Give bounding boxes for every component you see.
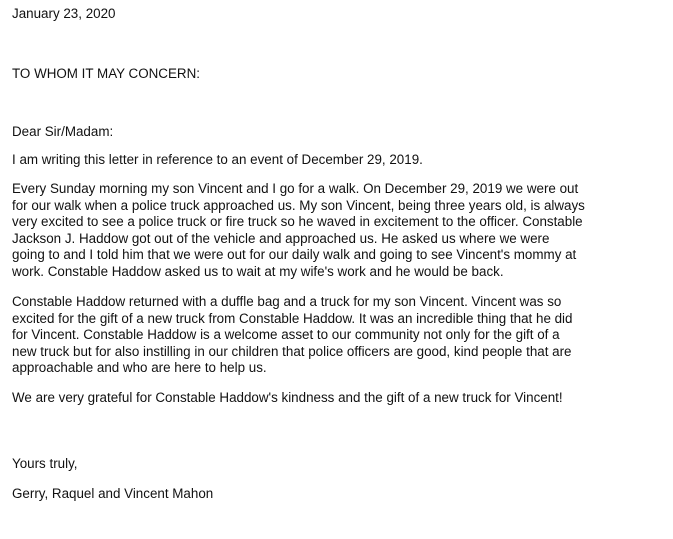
paragraph-2-line-4: Jackson J. Haddow got out of the vehicle and approached us. He asked us where we were — [12, 231, 550, 246]
paragraph-3-line-5: approachable and who are here to help us. — [12, 360, 267, 375]
paragraph-2-line-3: very excited to see a police truck or fire truck so he waved in excitement to the officer. Constable — [12, 214, 583, 229]
paragraph-2-line-1: Every Sunday morning my son Vincent and I go for a walk. On December 29, 2019 we were out — [12, 181, 579, 196]
letter-signature: Gerry, Raquel and Vincent Mahon — [12, 486, 214, 501]
paragraph-1-line-1: I am writing this letter in reference to an event of December 29, 2019. — [12, 152, 423, 167]
paragraph-4-line-1: We are very grateful for Constable Haddow's kindness and the gift of a new truck for Vincent! — [12, 390, 563, 405]
paragraph-2-line-5: going to and I told him that we were out for our daily walk and going to see Vincent's mommy at — [12, 247, 577, 262]
letter-addressee: TO WHOM IT MAY CONCERN: — [12, 66, 200, 81]
paragraph-3-line-2: excited for the gift of a new truck from Constable Haddow. It was an incredible thing that he did — [12, 311, 573, 326]
letter-closing: Yours truly, — [12, 456, 78, 471]
paragraph-3-line-1: Constable Haddow returned with a duffle bag and a truck for my son Vincent. Vincent was so — [12, 294, 562, 309]
paragraph-3-line-4: new truck but for also instilling in our children that police officers are good, kind people that are — [12, 344, 572, 359]
letter-date: January 23, 2020 — [12, 6, 116, 21]
paragraph-2-line-2: for our walk when a police truck approached us. My son Vincent, being three years old, is always — [12, 198, 585, 213]
paragraph-3-line-3: for Vincent. Constable Haddow is a welcome asset to our community not only for the gift of a — [12, 327, 560, 342]
letter-greeting: Dear Sir/Madam: — [12, 124, 114, 139]
paragraph-2-line-6: work. Constable Haddow asked us to wait at my wife's work and he would be back. — [12, 264, 504, 279]
